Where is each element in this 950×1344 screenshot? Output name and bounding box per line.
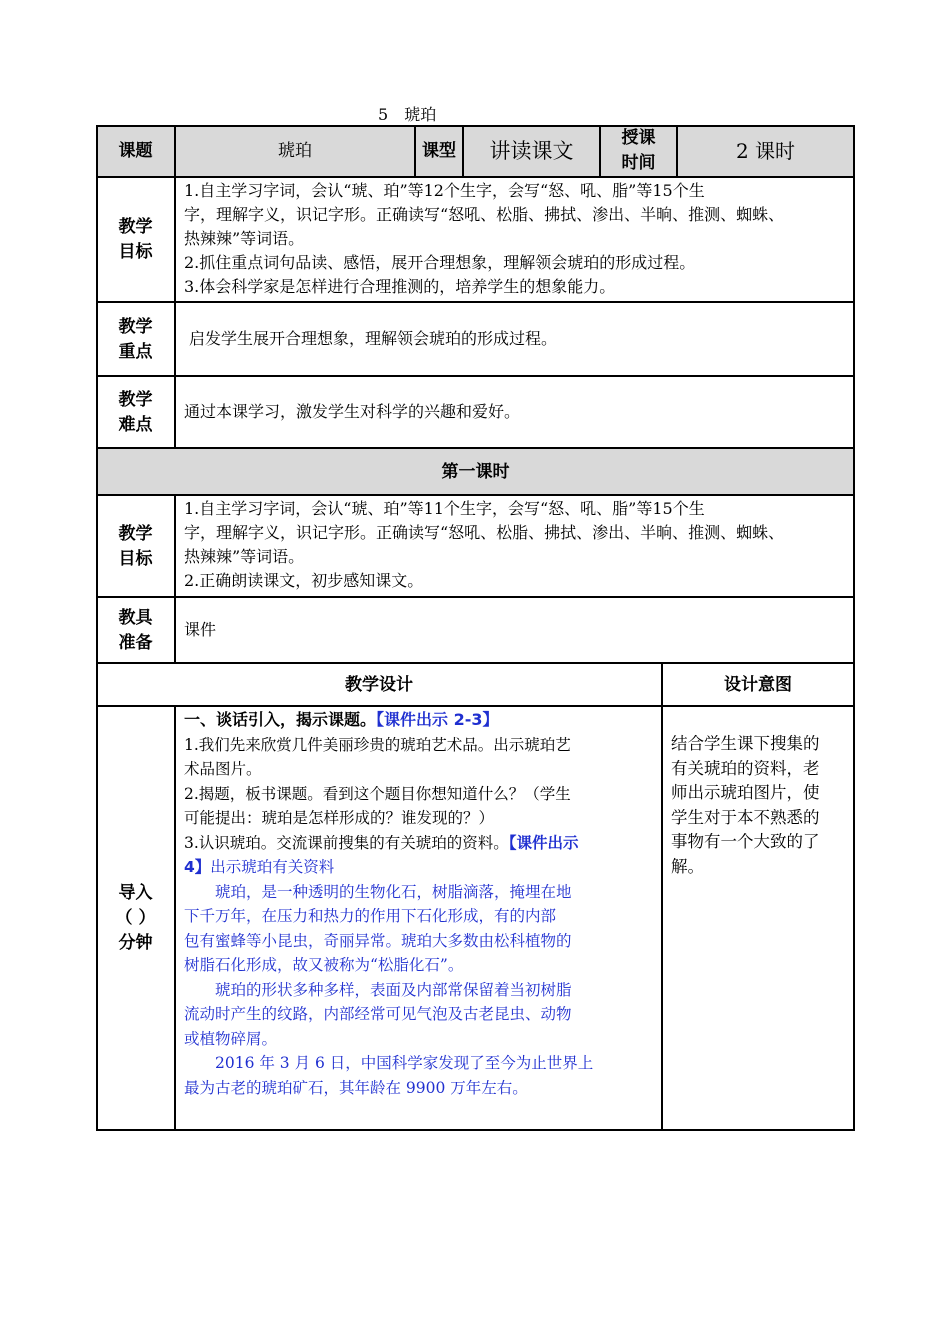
- design-line: [184, 855, 662, 880]
- design-content: [184, 708, 662, 1128]
- design-text: 3.认识琥珀。交流课前搜集的有关琥珀的资料。: [184, 833, 509, 852]
- amber-info-line: 树脂石化形成，故又被称为“松脂化石”。: [184, 956, 464, 974]
- type-value: 讲读课文: [489, 139, 574, 163]
- design-line: 1.我们先来欣赏几件美丽珍贵的琥珀艺术品。出示琥珀艺: [184, 735, 571, 754]
- intro-label-line: 分钟: [118, 933, 153, 953]
- time-label-line: 授课: [621, 128, 656, 148]
- difficulties-text: 通过本课学习，激发学生对科学的兴趣和爱好。: [184, 402, 521, 421]
- goals-content: [184, 179, 852, 301]
- design-line: 2.揭题，板书课题。看到这个题目你想知道什么？（学生: [184, 784, 571, 803]
- key-points-text: 启发学生展开合理想象，理解领会琥珀的形成过程。: [189, 329, 558, 348]
- time-value: 2 课时: [735, 139, 796, 163]
- tools-label-line: 准备: [118, 632, 153, 653]
- goals-line: 字，理解字义，识记字形。正确读写“怒吼、松脂、拂拭、渗出、半晌、推测、蜘蛛、: [184, 205, 785, 224]
- goals-line: 3.体会科学家是怎样进行合理推测的，培养学生的想象能力。: [184, 277, 616, 296]
- lesson1-heading: 第一课时: [441, 462, 510, 482]
- goals-line: 2.抓住重点词句品读、感悟，展开合理想象，理解领会琥珀的形成过程。: [184, 253, 696, 272]
- tools-value: 课件: [184, 620, 217, 639]
- time-label: [601, 125, 676, 177]
- col-design-header: 教学设计: [345, 675, 413, 695]
- goals-label: [96, 178, 175, 302]
- intent-line: 结合学生课下搜集的: [671, 734, 820, 753]
- lesson1-goals-line: 2.正确朗读课文，初步感知课文。: [184, 571, 424, 590]
- amber-info-line: 琥珀，是一种透明的生物化石，树脂滴落，掩埋在地: [215, 882, 572, 901]
- section-heading: [184, 708, 662, 733]
- courseware-tag: 4】: [184, 858, 211, 876]
- lesson1-goals-label-line: 教学: [118, 523, 153, 544]
- lesson1-goals-content: [184, 497, 852, 595]
- intro-label-line: 导入: [118, 883, 153, 903]
- lesson1-goals-label: [96, 496, 175, 597]
- topic-value: 琥珀: [278, 141, 312, 161]
- lesson1-goals-line: 字，理解字义，识记字形。正确读写“怒吼、松脂、拂拭、渗出、半晌、推测、蜘蛛、: [184, 523, 785, 542]
- amber-info-line: 最为古老的琥珀矿石，其年龄在 9900 万年左右。: [184, 1078, 528, 1097]
- amber-info-line: 流动时产生的纹路，内部经常可见气泡及古老昆虫、动物: [184, 1005, 572, 1023]
- lesson-number: 5: [378, 105, 389, 124]
- table-border: [853, 125, 855, 1131]
- amber-info-line: 琥珀的形状多种多样，表面及内部常保留着当初树脂: [215, 980, 572, 999]
- lesson1-goals-line: 热辣辣”等词语。: [184, 547, 305, 566]
- section-title: 一、谈话引入，揭示课题。: [184, 710, 377, 729]
- goals-line: 1.自主学习字词，会认“琥、珀”等12个生字，会写“怒、吼、脂”等15个生: [184, 181, 705, 200]
- goals-label-line: 目标: [118, 242, 153, 262]
- design-line: [184, 831, 662, 856]
- intent-line: 师出示琥珀图片，使: [671, 783, 820, 802]
- time-label-line: 时间: [621, 153, 656, 173]
- design-text: 出示琥珀有关资料: [210, 858, 335, 876]
- amber-info-line: 包有蜜蜂等小昆虫，奇丽异常。琥珀大多数由松科植物的: [184, 931, 572, 950]
- intent-line: 学生对于本不熟悉的: [671, 807, 820, 827]
- lesson1-goals-label-line: 目标: [118, 548, 153, 569]
- courseware-tag: 【课件出示: [508, 833, 579, 852]
- intent-line: 事物有一个大致的了: [671, 832, 820, 851]
- table-border: [96, 1129, 855, 1131]
- goals-label-line: 教学: [118, 217, 153, 237]
- intro-label: [96, 707, 175, 1130]
- col-intent-header: 设计意图: [724, 675, 792, 695]
- tools-label: [96, 598, 175, 663]
- amber-info-line: 2016 年 3 月 6 日，中国科学家发现了至今为止世界上: [215, 1054, 594, 1072]
- key-points-label-line: 重点: [118, 341, 153, 362]
- type-label: 课型: [422, 141, 456, 161]
- key-points-label-line: 教学: [118, 316, 153, 337]
- difficulties-label-line: 难点: [118, 414, 153, 435]
- amber-info-line: 或植物碎屑。: [184, 1029, 278, 1048]
- goals-line: 热辣辣”等词语。: [184, 229, 305, 248]
- topic-label: 课题: [118, 141, 153, 161]
- lesson-plan-table: [96, 125, 855, 1131]
- intent-line: 解。: [671, 856, 704, 876]
- difficulties-label: [96, 377, 175, 448]
- lesson-title: 琥珀: [404, 105, 437, 124]
- key-points-label: [96, 303, 175, 376]
- design-line: 术品图片。: [184, 760, 262, 778]
- intent-content: [671, 732, 853, 932]
- lesson1-goals-line: 1.自主学习字词，会认“琥、珀”等11个生字，会写“怒、吼、脂”等15个生: [184, 499, 705, 518]
- intent-line: 有关琥珀的资料，老: [671, 758, 820, 778]
- amber-info-line: 下千万年，在压力和热力的作用下石化形成，有的内部: [184, 907, 557, 925]
- design-line: 可能提出：琥珀是怎样形成的？谁发现的？）: [184, 809, 495, 827]
- tools-label-line: 教具: [118, 607, 153, 628]
- section-tag: 【课件出示 2-3】: [376, 710, 499, 729]
- intro-label-line: （ ）: [115, 908, 156, 928]
- page-title: [378, 102, 436, 125]
- difficulties-label-line: 教学: [118, 389, 153, 410]
